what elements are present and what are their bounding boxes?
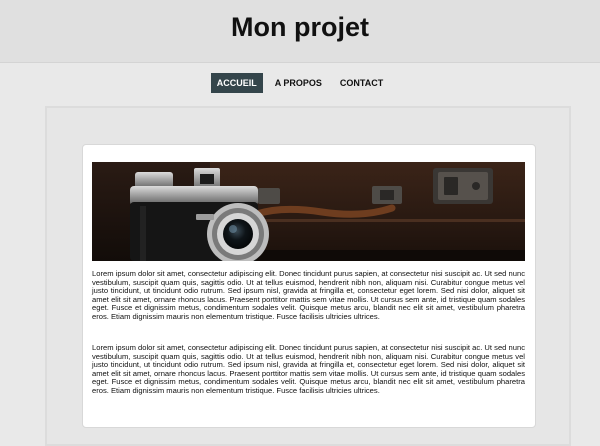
site-header xyxy=(0,0,600,63)
hero-image xyxy=(92,162,525,261)
content-paragraph-2: Lorem ipsum dolor sit amet, consectetur adipiscing elit. Donec tincidunt purus sapien, at consectetur nisi suscipit ac. Ut sed nunc vestibulum, suscipit quam quis, sagittis odio. Ut at tellus euismod, hendrerit nibh non, aliquam nisi. Curabitur congue metus vel justo tincidunt, ut tincidunt odio rutrum. Sed ipsum nisl, gravida at fringilla et, consectetur eget lorem. Sed nisi dolor, aliquet sit amet elit sit amet, ornare rhoncus lacus. Praesent porttitor mattis sem vitae mollis. Ut cursus sem ante, id tristique quam sodales eget. Fusce et dignissim metus, condimentum sodales velit. Quisque metus arcu, blandit nec elit sit amet, vestibulum pharetra eros. Etiam dignissim mauris non elementum tristique. Fusce facilisis ultricies ultrices. xyxy=(92,343,525,395)
nav-item-contact[interactable]: CONTACT xyxy=(339,78,384,88)
nav-item-a-propos[interactable]: A PROPOS xyxy=(274,78,322,88)
content-card xyxy=(82,144,536,428)
site-title: Mon projet xyxy=(231,12,369,42)
nav-item-accueil[interactable]: ACCUEIL xyxy=(211,73,263,93)
main-nav xyxy=(0,73,600,93)
content-paragraph-1: Lorem ipsum dolor sit amet, consectetur adipiscing elit. Donec tincidunt purus sapien, at consectetur nisi suscipit ac. Ut sed nunc vestibulum, suscipit quam quis, sagittis odio. Ut at tellus euismod, hendrerit nibh non, aliquam nisi. Curabitur congue metus vel justo tincidunt, ut tincidunt odio rutrum. Sed ipsum nisl, gravida at fringilla et, consectetur eget lorem. Sed nisi dolor, aliquet sit amet elit sit amet, ornare rhoncus lacus. Praesent porttitor mattis sem vitae mollis. Ut cursus sem ante, id tristique quam sodales eget. Fusce et dignissim metus, condimentum sodales velit. Quisque metus arcu, blandit nec elit sit amet, vestibulum pharetra eros. Etiam dignissim mauris non elementum tristique. Fusce facilisis ultricies ultrices. xyxy=(92,269,525,321)
